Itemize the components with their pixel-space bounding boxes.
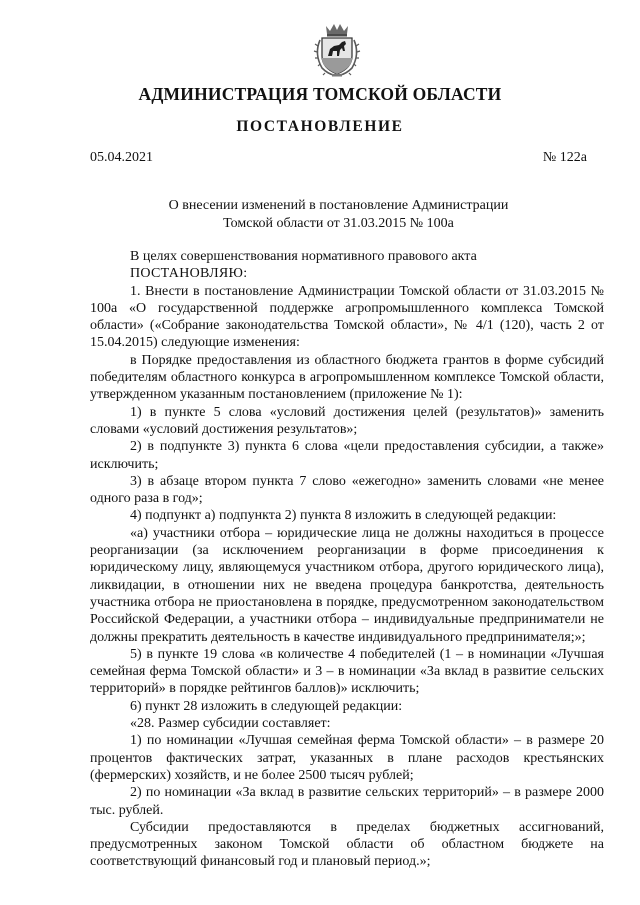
paragraph: в Порядке предоставления из областного бюджета грантов в форме субсидий победителям областного конкурса в агропромышленном комплексе Томской области, утвержденном указанным постановлением (приложение № 1): bbox=[90, 352, 604, 403]
decree-word: ПОСТАНОВЛЯЮ: bbox=[130, 266, 248, 282]
subject-line: Томской области от 31.03.2015 № 100а bbox=[223, 216, 454, 231]
paragraph: 5) в пункте 19 слова «в количестве 4 победителей (1 – в номинации «Лучшая семейная ферма Томской области» и 3 – в номинации «За вклад в развитие сельских территорий» в порядке рейтингов баллов)» исключить; bbox=[90, 646, 604, 697]
paragraph: 1. Внести в постановление Администрации Томской области от 31.03.2015 № 100а «О государственной поддержке агропромышленного комплекса Томской области» («Собрание законодательства Томской области», № 4/1 (120), часть 2 от 15.04.2015) следующие изменения: bbox=[90, 283, 604, 351]
paragraph: 3) в абзаце втором пункта 7 слово «ежегодно» заменить словами «не менее одного раза в год»; bbox=[90, 473, 604, 507]
paragraph: «а) участники отбора – юридические лица не должны находиться в процессе реорганизации (за исключением реорганизации в форме присоединения к юридическому лицу, являющемуся участником отбора, другого юридического лица), ликвидации, в отношении них не введена процедура банкротства, деятельность участника отбора не приостановлена в порядке, предусмотренном законодательством Российской Федерации, а участники отбора – индивидуальные предприниматели не должны прекратить деятельность в качестве индивидуального предпринимателя;»; bbox=[90, 525, 604, 645]
document-subject bbox=[90, 197, 587, 233]
preamble: В целях совершенствования нормативного правового акта bbox=[130, 249, 477, 264]
paragraph: Субсидии предоставляются в пределах бюджетных ассигнований, предусмотренных законом Томской области об областном бюджете на соответствующий финансовый год и плановый период.»; bbox=[90, 819, 604, 870]
document-number: № 122а bbox=[542, 150, 587, 165]
paragraph: 2) в подпункте 3) пункта 6 слова «цели предоставления субсидии, а также» исключить; bbox=[90, 439, 604, 472]
paragraph: 2) по номинации «За вклад в развитие сельских территорий» – в размере 2000 тыс. рублей. bbox=[90, 785, 604, 818]
paragraph: «28. Размер субсидии составляет: bbox=[130, 716, 331, 732]
document-body bbox=[90, 248, 604, 871]
paragraph: 1) по номинации «Лучшая семейная ферма Томской области» – в размере 20 процентов фактических затрат, указанных в плане расходов крестьянских (фермерских) хозяйств, и не более 2500 тысяч рублей; bbox=[90, 733, 604, 783]
organization-title: АДМИНИСТРАЦИЯ ТОМСКОЙ ОБЛАСТИ bbox=[138, 84, 502, 104]
document-date: 05.04.2021 bbox=[90, 150, 153, 165]
paragraph: 6) пункт 28 изложить в следующей редакции: bbox=[130, 698, 403, 714]
subject-line: О внесении изменений в постановление Администрации bbox=[168, 198, 509, 213]
paragraph: 1) в пункте 5 слова «условий достижения целей (результатов)» заменить словами «условий достижения результатов»; bbox=[90, 404, 604, 437]
paragraph: 4) подпункт а) подпункта 2) пункта 8 изложить в следующей редакции: bbox=[130, 508, 557, 524]
document-type-title: ПОСТАНОВЛЕНИЕ bbox=[236, 118, 404, 135]
tomsk-region-coat-of-arms-icon bbox=[312, 22, 362, 78]
